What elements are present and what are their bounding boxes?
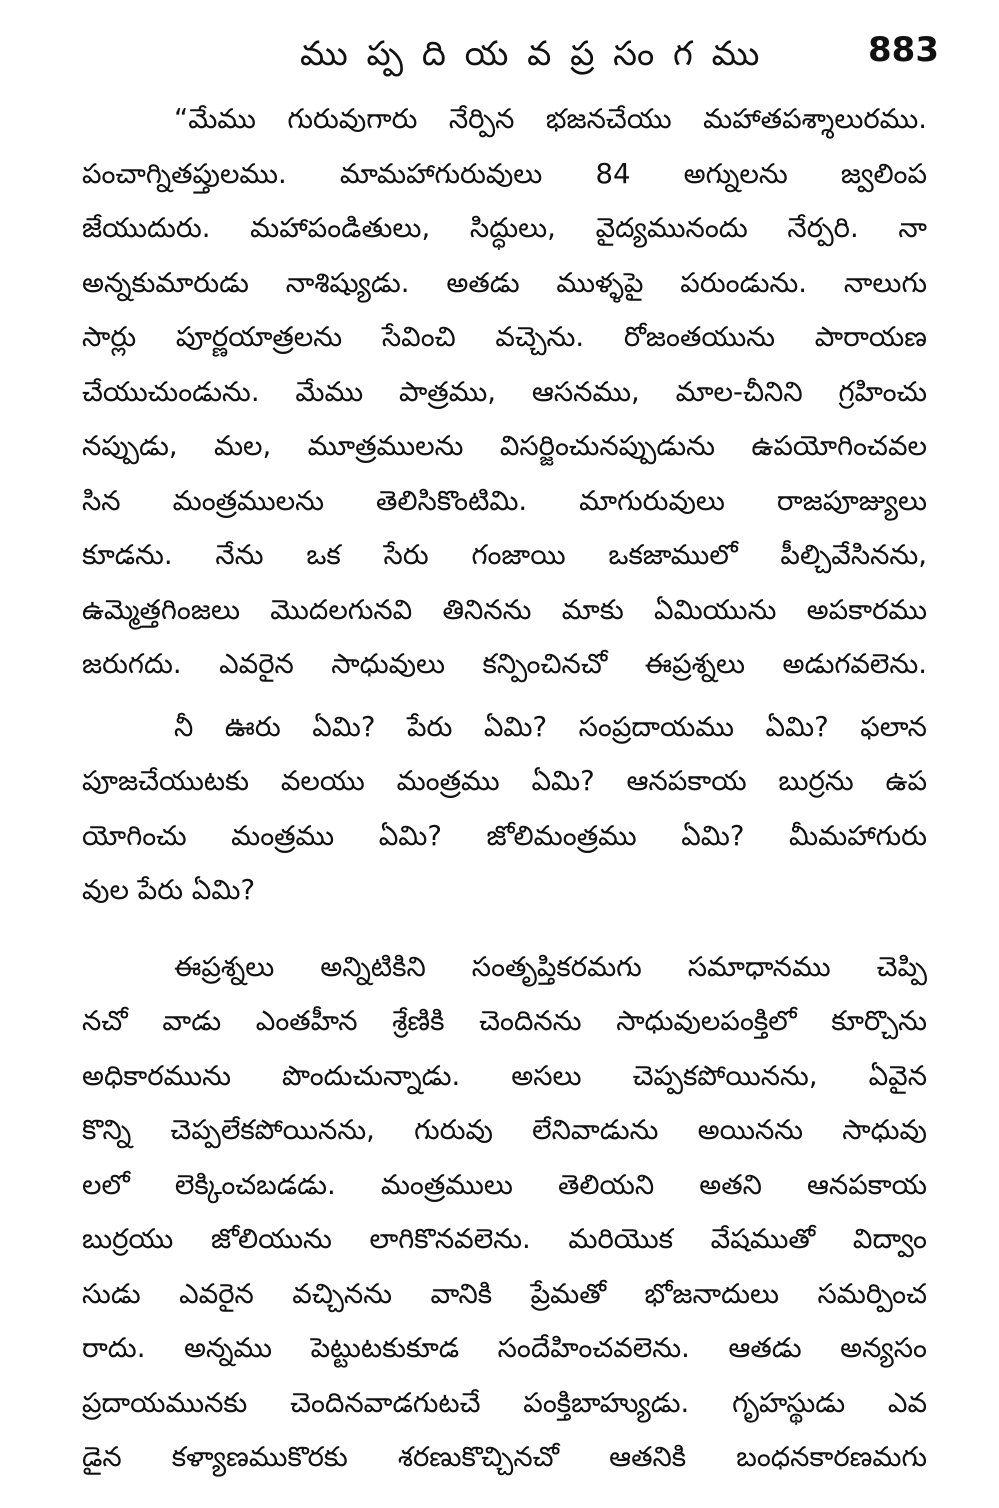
paragraph-3 (82, 940, 927, 1485)
text-line: జేయుదురు. మహాపండితులు, సిద్ధులు, వైద్యమునందు నేర్పరి. నా (82, 212, 927, 244)
text-line: జరుగదు. ఎవరైన సాధువులు కన్పించినచో ఈప్రశ్నలు అడుగవలెను. (82, 648, 927, 680)
text-line: బుర్రయు జోలియును లాగికొనవలెను. మరియొక వేషముతో విద్వాం (82, 1223, 927, 1255)
text-line: కూడను. నేను ఒక సేరు గంజాయి ఒకజాములో పీల్చివేసినను, (82, 539, 927, 571)
text-line: అన్నకుమారుడు నాశిష్యుడు. అతడు ముళ్ళపై పరుండును. నాలుగు (82, 266, 927, 299)
text-line: పంచాగ్నితప్తులము. మామహాగురువులు 84 అగ్నులను జ్వలింప (82, 157, 927, 190)
paragraph-2 (82, 700, 927, 918)
text-line: రాదు. అన్నము పెట్టుటకుకూడ సందేహించవలెను. ఆతడు అన్యసం (82, 1332, 927, 1364)
text-line: పూజచేయుటకు వలయు మంత్రము ఏమి? ఆనపకాయ బుర్రను ఉప (82, 765, 927, 797)
text-line: “మేము గురువుగారు నేర్పిన భజనచేయు మహాతపశ్శాలురము. (174, 103, 927, 135)
text-line: నీ ఊరు ఏమి? పేరు ఏమి? సంప్రదాయము ఏమి? ఫలాన (174, 710, 927, 743)
body-text (82, 92, 927, 1485)
text-line: డైన కళ్యాణముకొరకు శరణుకొచ్చినచో ఆతనికి బంధనకారణమగు (82, 1441, 927, 1473)
text-line: అధికారమును పొందుచున్నాడు. అసలు చెప్పకపోయినను, ఏవైన (82, 1059, 927, 1092)
paragraph-1 (82, 92, 927, 692)
page-header (0, 30, 999, 80)
text-line: సార్లు పూర్ణయాత్రలను సేవించి వచ్చెను. రోజంతయును పారాయణ (82, 321, 927, 353)
text-line: సిన మంత్రములను తెలిసికొంటిమి. మాగురువులు రాజపూజ్యులు (82, 484, 927, 517)
running-title: ము ప్ప ది య వ ప్ర సం గ ము (300, 34, 764, 74)
text-line: వుల పేరు ఏమి? (82, 874, 256, 906)
text-line: నప్పుడు, మల, మూత్రములను విసర్జించునప్పుడును ఉపయోగించవల (82, 430, 927, 462)
text-line: కొన్ని చెప్పలేకపోయినను, గురువు లేనివాడును అయినను సాధువు (82, 1114, 927, 1146)
page-number: 883 (868, 30, 939, 70)
text-line: యోగించు మంత్రము ఏమి? జోలిమంత్రము ఏమి? మీమహాగురు (82, 819, 927, 852)
text-line: ఉమ్మెత్తగింజలు మొదలగునవి తినినను మాకు ఏమియును అపకారము (82, 593, 927, 626)
text-line: నచో వాడు ఎంతహీన శ్రేణికి చెందినను సాధువులపంక్తిలో కూర్చొను (82, 1005, 927, 1037)
text-line: చేయుచుండును. మేము పాత్రము, ఆసనము, మాల-చీనిని గ్రహించు (82, 375, 927, 408)
text-line: ఈప్రశ్నలు అన్నిటికిని సంతృప్తికరమగు సమాధానము చెప్పి (174, 950, 927, 983)
text-line: లలో లెక్కించబడడు. మంత్రములు తెలియని అతని ఆనపకాయ (82, 1168, 927, 1201)
text-line: ప్రదాయమునకు చెందినవాడగుటచే పంక్తిబాహ్యుడు. గృహస్థుడు ఎవ (82, 1386, 927, 1419)
text-line: సుడు ఎవరైన వచ్చినను వానికి ప్రేమతో భోజనాదులు సమర్పించ (82, 1277, 927, 1310)
